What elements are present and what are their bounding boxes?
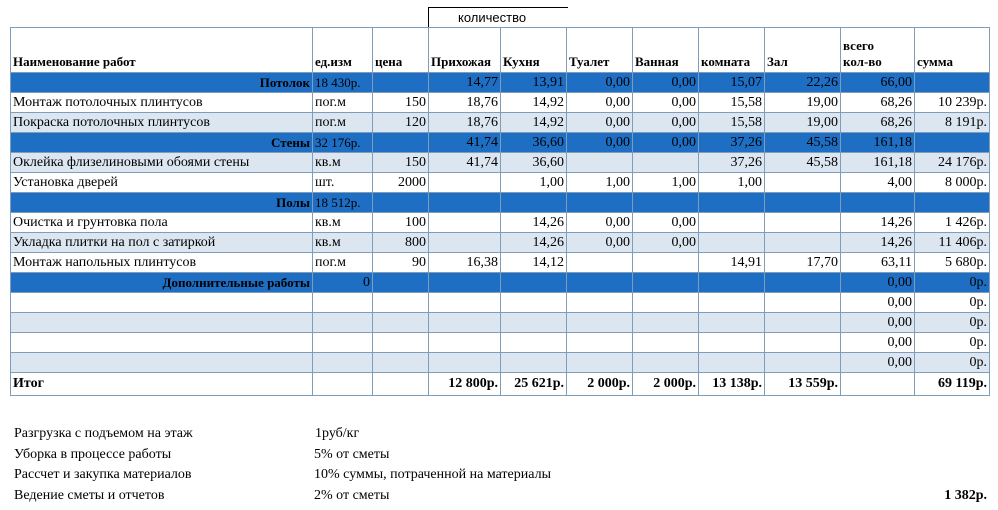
table-cell: 13,91 — [501, 73, 567, 93]
table-cell: 90 — [373, 253, 429, 273]
table-cell — [429, 313, 501, 333]
estimate-table — [10, 27, 990, 396]
section-row — [11, 193, 990, 213]
note-label: Ведение сметы и отчетов — [14, 487, 165, 503]
table-cell: 15,58 — [699, 93, 765, 113]
work-name-cell: Покраска потолочных плинтусов — [11, 113, 313, 133]
work-name-cell: Установка дверей — [11, 173, 313, 193]
note-label: Уборка в процессе работы — [14, 446, 172, 462]
table-cell: 18,76 — [429, 113, 501, 133]
work-name-cell: Укладка плитки на пол с затиркой — [11, 233, 313, 253]
table-row — [11, 233, 990, 253]
table-cell: 0,00 — [841, 273, 915, 293]
table-cell: кв.м — [313, 233, 373, 253]
quantity-group-label: количество — [458, 10, 527, 25]
table-cell — [699, 193, 765, 213]
table-cell: 36,60 — [501, 153, 567, 173]
table-cell — [429, 173, 501, 193]
table-cell: 0,00 — [841, 313, 915, 333]
table-cell: 0,00 — [633, 93, 699, 113]
table-cell: 0,00 — [633, 133, 699, 153]
table-cell — [699, 213, 765, 233]
note-row — [14, 445, 989, 466]
table-cell — [567, 193, 633, 213]
table-row — [11, 353, 990, 373]
table-cell: 0,00 — [633, 73, 699, 93]
table-cell: 1,00 — [699, 173, 765, 193]
table-row — [11, 313, 990, 333]
section-title: Стены — [11, 133, 313, 153]
total-cell: 69 119р. — [915, 373, 990, 396]
table-cell — [501, 193, 567, 213]
total-cell: 13 138р. — [699, 373, 765, 396]
column-header: комната — [699, 28, 765, 73]
table-cell: 22,26 — [765, 73, 841, 93]
table-cell: 17,70 — [765, 253, 841, 273]
section-title: Полы — [11, 193, 313, 213]
table-cell — [429, 233, 501, 253]
table-cell: 15,07 — [699, 73, 765, 93]
table-cell — [501, 273, 567, 293]
table-cell — [373, 133, 429, 153]
table-cell — [501, 313, 567, 333]
table-cell: 63,11 — [841, 253, 915, 273]
note-amount: 1 382р. — [944, 487, 987, 503]
table-cell — [429, 293, 501, 313]
table-cell: 10 239р. — [915, 93, 990, 113]
table-cell: 0,00 — [841, 293, 915, 313]
column-header: Прихожая — [429, 28, 501, 73]
table-cell: 68,26 — [841, 93, 915, 113]
column-header: Ванная — [633, 28, 699, 73]
table-cell: 8 191р. — [915, 113, 990, 133]
work-name-cell: Монтаж напольных плинтусов — [11, 253, 313, 273]
table-cell: 1,00 — [501, 173, 567, 193]
table-cell — [501, 293, 567, 313]
total-cell: 2 000р. — [633, 373, 699, 396]
table-cell: 19,00 — [765, 93, 841, 113]
table-cell — [699, 333, 765, 353]
table-cell — [915, 193, 990, 213]
note-label: Рассчет и закупка материалов — [14, 467, 192, 482]
table-cell — [501, 333, 567, 353]
note-row — [14, 424, 989, 445]
table-cell: 16,38 — [429, 253, 501, 273]
table-cell — [765, 173, 841, 193]
table-cell: 14,77 — [429, 73, 501, 93]
table-cell — [567, 253, 633, 273]
table-cell: 1,00 — [633, 173, 699, 193]
table-cell — [915, 73, 990, 93]
table-cell: 161,18 — [841, 133, 915, 153]
table-cell: 0,00 — [567, 213, 633, 233]
table-cell: 14,26 — [841, 213, 915, 233]
column-header: цена — [373, 28, 429, 73]
table-cell — [373, 293, 429, 313]
column-header: Кухня — [501, 28, 567, 73]
table-cell — [429, 213, 501, 233]
table-cell: 18 430р. — [313, 73, 373, 93]
work-name-cell: Оклейка флизелиновыми обоями стены — [11, 153, 313, 173]
section-row — [11, 73, 990, 93]
table-cell: 37,26 — [699, 133, 765, 153]
table-cell — [633, 253, 699, 273]
table-cell — [429, 273, 501, 293]
table-cell: 800 — [373, 233, 429, 253]
section-title: Потолок — [11, 73, 313, 93]
table-cell — [633, 313, 699, 333]
table-cell — [313, 353, 373, 373]
table-cell: 0,00 — [567, 233, 633, 253]
table-cell: 36,60 — [501, 133, 567, 153]
total-cell: 13 559р. — [765, 373, 841, 396]
table-cell — [633, 153, 699, 173]
table-row — [11, 93, 990, 113]
table-cell: 11 406р. — [915, 233, 990, 253]
table-cell: 0,00 — [841, 353, 915, 373]
table-cell: 45,58 — [765, 153, 841, 173]
table-cell — [567, 273, 633, 293]
table-cell — [429, 333, 501, 353]
table-cell: 14,26 — [501, 233, 567, 253]
work-name-cell — [11, 333, 313, 353]
table-cell — [373, 353, 429, 373]
column-header: сумма — [915, 28, 990, 73]
table-row — [11, 113, 990, 133]
table-cell — [567, 293, 633, 313]
table-cell: 161,18 — [841, 153, 915, 173]
table-cell — [373, 333, 429, 353]
total-cell — [373, 373, 429, 396]
table-cell: 14,92 — [501, 113, 567, 133]
total-cell: 25 621р. — [501, 373, 567, 396]
table-cell — [765, 213, 841, 233]
table-cell — [915, 133, 990, 153]
table-cell: 14,92 — [501, 93, 567, 113]
table-cell: 150 — [373, 153, 429, 173]
table-cell: 0,00 — [567, 113, 633, 133]
table-cell: 0,00 — [841, 333, 915, 353]
table-row — [11, 173, 990, 193]
column-header: Туалет — [567, 28, 633, 73]
table-cell: 0,00 — [633, 213, 699, 233]
table-cell — [633, 333, 699, 353]
table-cell: 4,00 — [841, 173, 915, 193]
table-row — [11, 213, 990, 233]
table-cell: 0 — [313, 273, 373, 293]
table-cell — [699, 353, 765, 373]
column-header: ед.изм — [313, 28, 373, 73]
table-cell — [765, 273, 841, 293]
table-cell — [567, 313, 633, 333]
table-cell: кв.м — [313, 213, 373, 233]
table-cell — [765, 193, 841, 213]
table-cell: 0р. — [915, 333, 990, 353]
table-cell: 1 426р. — [915, 213, 990, 233]
table-cell — [699, 233, 765, 253]
total-row — [11, 373, 990, 396]
note-value: 5% от сметы — [314, 446, 390, 462]
table-cell: 2000 — [373, 173, 429, 193]
table-cell — [699, 313, 765, 333]
table-cell: 0,00 — [633, 113, 699, 133]
table-cell: 0,00 — [567, 133, 633, 153]
work-name-cell — [11, 293, 313, 313]
table-cell — [373, 193, 429, 213]
table-cell — [841, 193, 915, 213]
note-value: 2% от сметы — [314, 487, 390, 503]
section-title: Дополнительные работы — [11, 273, 313, 293]
column-header: Наименование работ — [11, 28, 313, 73]
table-cell: 100 — [373, 213, 429, 233]
table-cell: пог.м — [313, 113, 373, 133]
table-cell: 45,58 — [765, 133, 841, 153]
table-cell: 5 680р. — [915, 253, 990, 273]
total-cell: 12 800р. — [429, 373, 501, 396]
total-cell — [313, 373, 373, 396]
total-cell: 2 000р. — [567, 373, 633, 396]
work-name-cell: Монтаж потолочных плинтусов — [11, 93, 313, 113]
table-cell: 120 — [373, 113, 429, 133]
table-cell — [429, 353, 501, 373]
note-row — [14, 465, 989, 486]
table-row — [11, 253, 990, 273]
table-cell: 15,58 — [699, 113, 765, 133]
section-row — [11, 133, 990, 153]
table-cell — [373, 73, 429, 93]
table-cell: кв.м — [313, 153, 373, 173]
table-cell — [699, 293, 765, 313]
table-cell — [567, 153, 633, 173]
table-cell: 68,26 — [841, 113, 915, 133]
table-cell: 0,00 — [633, 233, 699, 253]
table-row — [11, 153, 990, 173]
table-row — [11, 333, 990, 353]
table-cell — [313, 313, 373, 333]
table-cell — [313, 333, 373, 353]
table-cell: 14,26 — [841, 233, 915, 253]
table-cell — [633, 353, 699, 373]
table-cell: 18,76 — [429, 93, 501, 113]
table-cell — [373, 273, 429, 293]
table-cell: 14,91 — [699, 253, 765, 273]
note-label: Разгрузка с подъемом на этаж — [14, 426, 193, 441]
table-cell: шт. — [313, 173, 373, 193]
table-cell — [567, 353, 633, 373]
table-cell — [313, 293, 373, 313]
table-cell: 0р. — [915, 353, 990, 373]
table-cell — [633, 193, 699, 213]
work-name-cell — [11, 353, 313, 373]
table-cell: 41,74 — [429, 153, 501, 173]
table-cell: 24 176р. — [915, 153, 990, 173]
table-cell — [429, 193, 501, 213]
table-cell: пог.м — [313, 253, 373, 273]
table-cell — [373, 313, 429, 333]
table-cell: 37,26 — [699, 153, 765, 173]
table-cell — [633, 273, 699, 293]
note-value: 1руб/кг — [315, 426, 360, 441]
table-cell — [765, 353, 841, 373]
table-cell — [765, 233, 841, 253]
table-cell: 1,00 — [567, 173, 633, 193]
table-cell: пог.м — [313, 93, 373, 113]
work-name-cell: Очистка и грунтовка пола — [11, 213, 313, 233]
table-cell — [765, 293, 841, 313]
notes-section — [14, 424, 989, 506]
table-cell — [765, 313, 841, 333]
table-cell: 0р. — [915, 313, 990, 333]
note-row — [14, 486, 989, 507]
table-cell: 14,12 — [501, 253, 567, 273]
note-value: 10% суммы, потраченной на материалы — [314, 467, 551, 482]
table-cell: 14,26 — [501, 213, 567, 233]
column-header: всего кол-во — [841, 28, 915, 73]
table-cell: 0р. — [915, 273, 990, 293]
table-cell: 66,00 — [841, 73, 915, 93]
table-cell — [501, 353, 567, 373]
table-cell: 0р. — [915, 293, 990, 313]
table-cell: 0,00 — [567, 73, 633, 93]
header-row — [11, 28, 990, 73]
table-row — [11, 293, 990, 313]
table-cell: 18 512р. — [313, 193, 373, 213]
table-cell: 0,00 — [567, 93, 633, 113]
work-name-cell — [11, 313, 313, 333]
table-cell: 32 176р. — [313, 133, 373, 153]
section-row — [11, 273, 990, 293]
column-header: Зал — [765, 28, 841, 73]
table-cell — [567, 333, 633, 353]
total-cell — [841, 373, 915, 396]
table-cell — [699, 273, 765, 293]
table-cell — [633, 293, 699, 313]
table-cell — [765, 333, 841, 353]
total-label: Итог — [11, 373, 313, 396]
table-cell: 150 — [373, 93, 429, 113]
table-cell: 41,74 — [429, 133, 501, 153]
table-cell: 8 000р. — [915, 173, 990, 193]
table-cell: 19,00 — [765, 113, 841, 133]
